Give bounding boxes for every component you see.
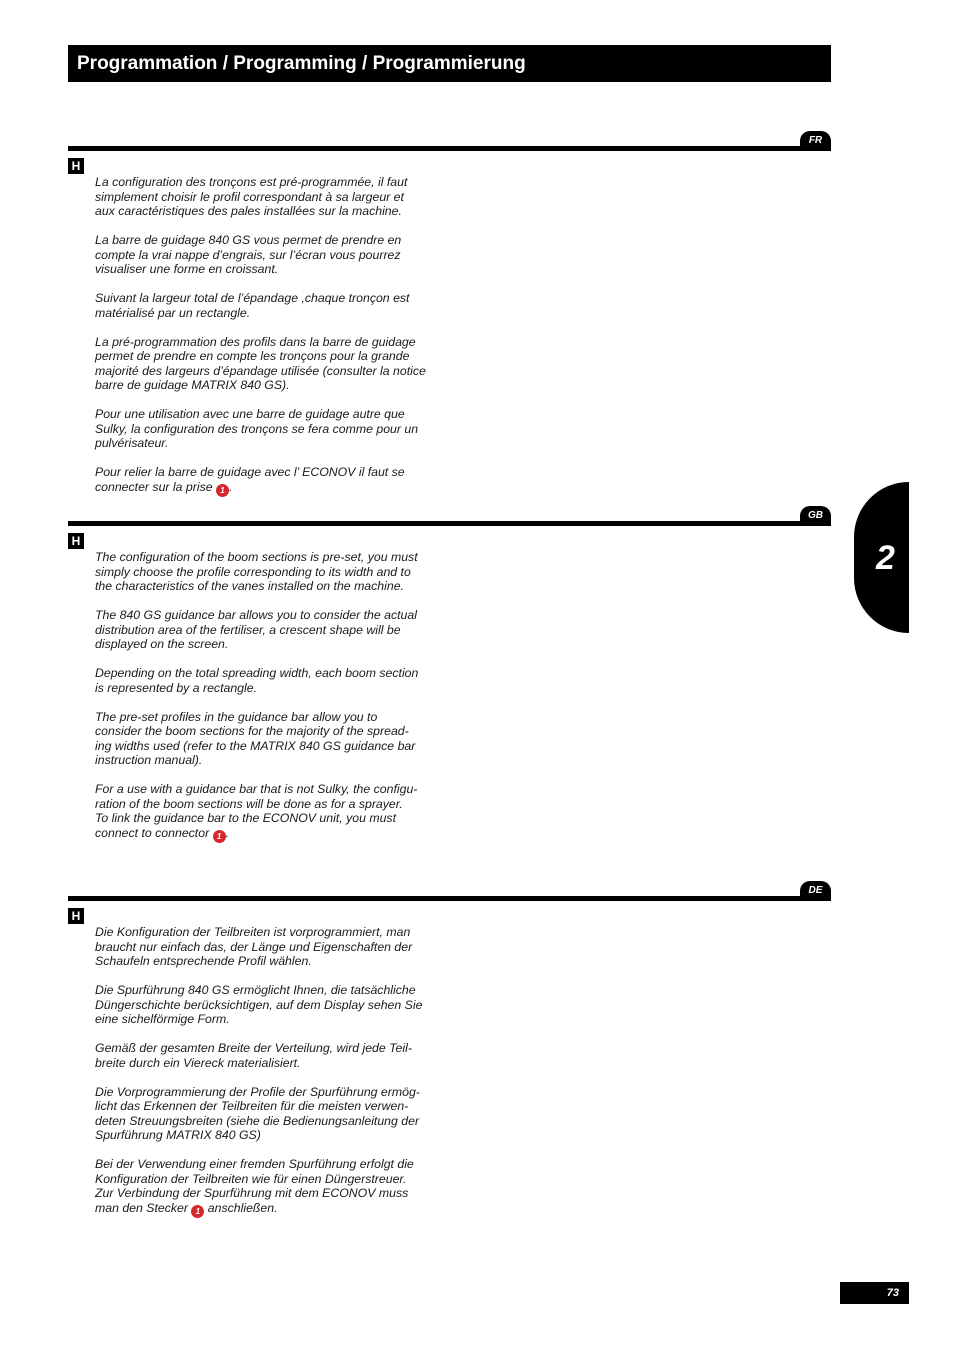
- page-header: [68, 45, 831, 82]
- paragraph-connector: For a use with a guidance bar that is not Sulky, the configu- ration of the boom sections will be done as for a sprayer. To link the guidance bar to the ECONOV unit, you must connect to connector 1 .: [95, 782, 418, 841]
- paragraph: Suivant la largeur total de l’épandage ,chaque tronçon est matérialisé par un rectangle.: [95, 291, 410, 320]
- connector-ref-icon: 1: [191, 1205, 204, 1218]
- section-marker: H: [68, 158, 84, 174]
- paragraph: La pré-programmation des profils dans la barre de guidage permet de prendre en compte les tronçons pour la grande majorité des largeurs d’épandage utilisée (consulter la notice barre de guidage MATRIX 840 GS).: [95, 334, 426, 392]
- paragraph: Gemäß der gesamten Breite der Verteilung, wird jede Teil- breite durch ein Viereck materialisiert.: [95, 1041, 412, 1070]
- chapter-number: 2: [876, 539, 895, 577]
- paragraph: Depending on the total spreading width, each boom section is represented by a rectangle.: [95, 666, 419, 695]
- paragraph: La configuration des tronçons est pré-programmée, il faut simplement choisir le profil correspondant à sa largeur et aux caractéristiques des pales installées sur la machine.: [95, 175, 408, 218]
- page-number: 73: [840, 1282, 909, 1304]
- chapter-tab: [854, 482, 909, 633]
- paragraph: The configuration of the boom sections is pre-set, you must simply choose the profile corresponding to its width and to the characteristics of the vanes installed on the machine.: [95, 550, 418, 593]
- connector-ref-icon: 1: [216, 484, 229, 497]
- section-rule: [68, 521, 831, 526]
- paragraph: Die Konfiguration der Teilbreiten ist vorprogrammiert, man braucht nur einfach das, der Länge und Eigenschaften der Schaufeln entsprechende Profil wählen.: [95, 925, 413, 968]
- lang-badge-fr: FR: [800, 131, 831, 150]
- paragraph: La barre de guidage 840 GS vous permet de prendre en compte la vrai nappe d’engrais, sur l’écran vous pourrez visualiser une forme en croissant.: [95, 233, 402, 276]
- paragraph-connector: Bei der Verwendung einer fremden Spurführung erfolgt die Konfiguration der Teilbreiten wie für einen Düngerstreuer. Zur Verbindung der Spurführung mit dem ECONOV muss man den Stecker 1 anschließen.: [95, 1157, 414, 1216]
- section-marker: H: [68, 908, 84, 924]
- section-rule: [68, 896, 831, 901]
- section-text: [95, 925, 445, 1232]
- paragraph: Pour une utilisation avec une barre de guidage autre que Sulky, la configuration des tronçons se fera comme pour un pulvérisateur.: [95, 407, 419, 450]
- paragraph-connector: Pour relier la barre de guidage avec l’ ECONOV il faut se connecter sur la prise 1 .: [95, 465, 405, 495]
- paragraph: The 840 GS guidance bar allows you to consider the actual distribution area of the fertiliser, a crescent shape will be displayed on the screen.: [95, 608, 417, 651]
- page-title: Programmation / Programming / Programmierung: [77, 53, 526, 74]
- paragraph: Die Vorprogrammierung der Profile der Spurführung ermög- licht das Erkennen der Teilbreiten für die meisten verwen- deten Streuungsbreiten (siehe die Bedienungsanleitung der Spurführung MATRIX 840 GS): [95, 1084, 420, 1142]
- lang-badge-de: DE: [800, 881, 831, 900]
- section-text: [95, 175, 445, 511]
- connector-ref-icon: 1: [213, 830, 226, 843]
- lang-badge-gb: GB: [800, 506, 831, 525]
- section-rule: [68, 146, 831, 151]
- paragraph: The pre-set profiles in the guidance bar allow you to consider the boom sections for the majority of the spread- ing widths used (refer to the MATRIX 840 GS guidance bar instruction manual).: [95, 709, 416, 767]
- section-marker: H: [68, 533, 84, 549]
- section-text: [95, 550, 445, 857]
- paragraph: Die Spurführung 840 GS ermöglicht Ihnen, die tatsächliche Düngerschichte berücksichtigen, auf dem Display sehen Sie eine sichelförmige Form.: [95, 983, 423, 1026]
